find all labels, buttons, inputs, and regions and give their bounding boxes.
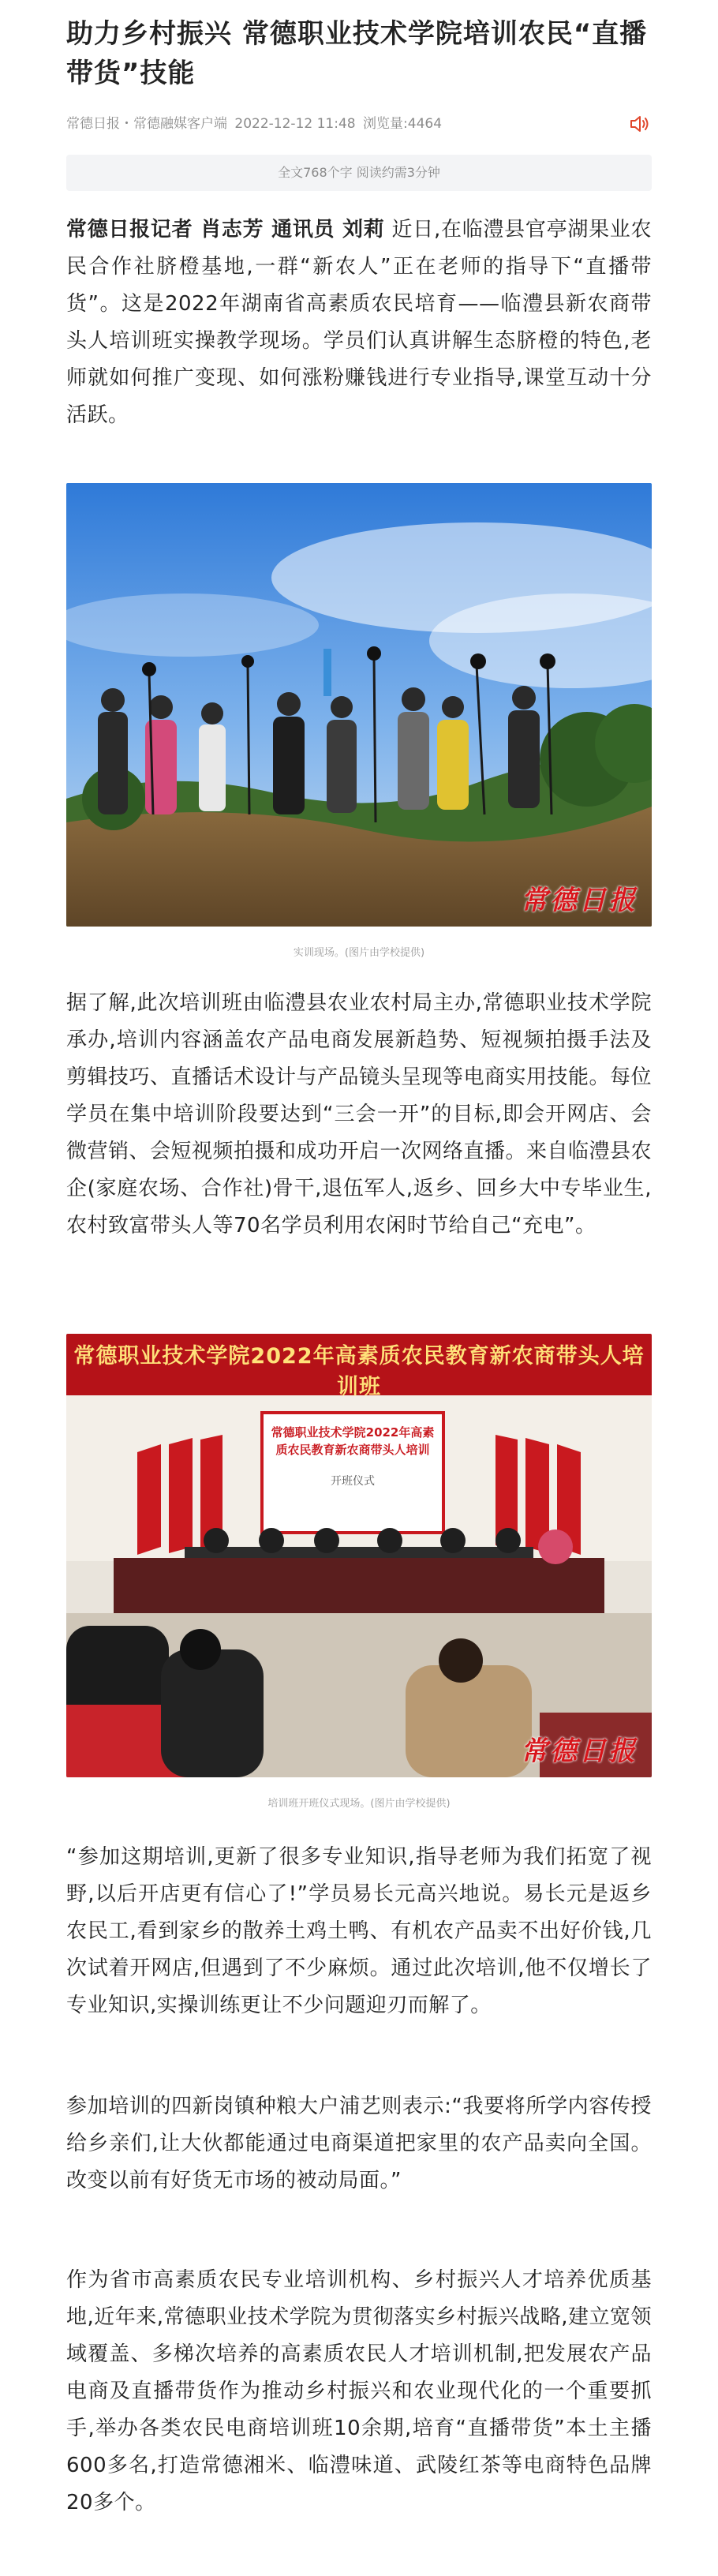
photo-1-caption: 实训现场。(图片由学校提供) [293,947,425,959]
photo-2-caption: 培训班开班仪式现场。(图片由学校提供) [267,1798,451,1810]
ceremony-screen [270,1424,436,1490]
paragraph-5: 作为省市高素质农民专业培训机构、乡村振兴人才培养优质基地,近年来,常德职业技术学院为贯彻落实乡村振兴战略,建立宽领域覆盖、多梯次培养的高素质农民人才培训机制,把发展农产品电商及直播带货作为推动乡村振兴和农业现代化的一个重要抓手,举办各类农民电商培训班10余期,培育“直播带货”本土主播600多名,打造常德湘米、临澧味道、武陵红茶等电商特色品牌20多个。 [66,2268,652,2514]
paragraph-4: 参加培训的四新岗镇种粮大户浦艺则表示:“我要将所学内容传授给乡亲们,让大伙都能通过电商渠道把家里的农产品卖向全国。改变以前有好货无市场的被动局面。” [66,2095,652,2192]
views-label: 浏览量: [363,116,408,132]
article-title: 助力乡村振兴 常德职业技术学院培训农民“直播带货”技能 [66,18,648,89]
opening-ceremony-photo [66,1334,652,1777]
article-date: 2022-12-12 11:48 [234,116,356,132]
paragraph-2: 据了解,此次培训班由临澧县农业农村局主办,常德职业技术学院承办,培训内容涵盖农产品电商发展新趋势、短视频拍摄手法及剪辑技巧、直播话术设计与产品镜头呈现等电商实用技能。每位学员在集中培训阶段要达到“三会一开”的目标,即会开网店、会微营销、会短视频拍摄和成功开启一次网络直播。来自临澧县农企(家庭农场、合作社)骨干,退伍军人,返乡、回乡大中专毕业生,农村致富带头人等70名学员利用农闲时节给自己“充电”。 [66,991,653,1237]
byline: 常德日报记者 肖志芳 通讯员 刘莉 [66,218,385,242]
views-count: 4464 [407,116,443,132]
article-meta [66,110,652,137]
newspaper-watermark-2: 常德日报 [521,1735,638,1767]
article-source: 常德日报・常德融媒客户端 [66,116,227,132]
screen-title: 常德职业技术学院2022年高素质农民教育新农商带头人培训 [271,1425,435,1457]
training-field-photo [66,483,652,927]
screen-subtitle: 开班仪式 [331,1475,375,1488]
ceremony-banner: 常德职业技术学院2022年高素质农民教育新农商带头人培训班 [73,1344,645,1399]
paragraph-3: “参加这期培训,更新了很多专业知识,指导老师为我们拓宽了视野,以后开店更有信心了!”学员易长元高兴地说。易长元是返乡农民工,看到家乡的散养土鸡土鸭、有机农产品卖不出好价钱,几次试着开网店,但遇到了不少麻烦。通过此次培训,他不仅增长了专业知识,实操训练更让不少问题迎刃而解了。 [66,1845,652,2017]
newspaper-watermark: 常德日报 [521,885,638,916]
paragraph-1-text: 近日,在临澧县官亭湖果业农民合作社脐橙基地,一群“新农人”正在老师的指导下“直播带货”。这是2022年湖南省高素质农民培育——临澧县新农商带头人培训班实操教学现场。学员们认真讲解生态脐橙的特色,老师就如何推广变现、如何涨粉赚钱进行专业指导,课堂互动十分活跃。 [66,218,653,427]
paragraph-1 [66,212,652,434]
read-info-bar: 全文768个字 阅读约需3分钟 [66,155,652,191]
speaker-icon[interactable] [628,114,652,134]
